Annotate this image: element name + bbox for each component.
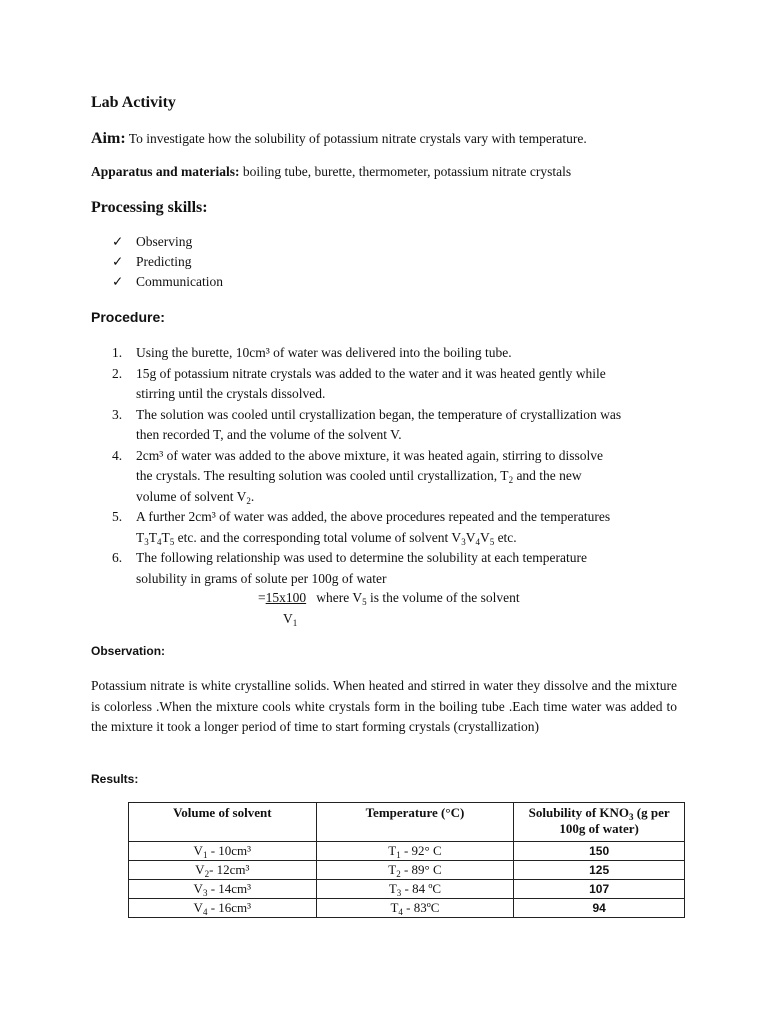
aim-label: Aim: (91, 130, 126, 147)
aim-text: To investigate how the solubility of potassium nitrate crystals vary with temperature. (128, 131, 587, 146)
procedure-list (112, 343, 657, 589)
col-volume-header: Volume of solvent (129, 803, 317, 842)
check-icon: ✓ (112, 274, 124, 289)
list-item: 3. The solution was cooled until crystallization began, the temperature of crystallization was then recorded T, and the volume of the solvent V. (112, 406, 622, 442)
apparatus-label: Apparatus and materials: (91, 164, 240, 179)
list-item: 2. 15g of potassium nitrate crystals was added to the water and it was heated gently while stirring until the crystals dissolved. (112, 365, 606, 401)
table-row: $V_4 - 16cm^3$ $T_4$ - 83ºC 94 (129, 899, 685, 918)
table-header-row (129, 803, 685, 842)
apparatus-text: boiling tube, burette, thermometer, potassium nitrate crystals (242, 164, 572, 179)
list-item: 4. 2cm³ of water was added to the above mixture, it was heated again, stirring to dissolve the crystals. The resulting solution was cooled until crystallization, $T_2$ and the new volume of solvent $V_2$. (112, 447, 604, 506)
results-table (128, 802, 685, 918)
procedure-heading: Procedure: (91, 309, 165, 325)
formula-numerator: 15x100 (265, 590, 307, 605)
list-item: 5. A further 2cm³ of water was added, the above procedures repeated and the temperatures $T_3T_4T_5$ etc. and the corresponding total volume of solvent $V_3V_4V_5$ etc. (112, 509, 611, 547)
results-heading: Results: (91, 772, 139, 786)
page-title: Lab Activity (91, 94, 176, 111)
col-temperature-header: Temperature (°C) (316, 803, 514, 842)
table-row: $V_2-$ 12cm³ $T_2 - 89^\circ$ C 125 (129, 861, 685, 880)
check-icon: ✓ (112, 234, 124, 249)
list-item: ✓ Observing (112, 232, 223, 252)
apparatus-paragraph (91, 164, 571, 180)
skills-heading: Processing skills: (91, 199, 208, 216)
list-item: 1. Using the burette, 10cm³ of water was delivered into the boiling tube. (112, 345, 512, 360)
observation-text: Potassium nitrate is white crystalline solids. When heated and stirred in water they dissolve and the mixture is colorless .When the mixture cools white crystals form in the boiling tube .Each time water was added to the mixture it took a longer period of time to start forming crystals (crystallization) (91, 678, 677, 734)
list-item: ✓ Predicting (112, 252, 223, 272)
skills-list (112, 232, 223, 292)
aim-paragraph (91, 130, 587, 148)
solubility-formula: =15x100 where $V_5$ is the volume of the solvent (258, 590, 520, 607)
observation-heading: Observation: (91, 644, 166, 658)
table-row: $V_3 - 14cm^3$ $T_3 - 84$ ºC 107 (129, 880, 685, 899)
formula-denominator: $V_1$ (283, 611, 298, 628)
table-row: $V_1 - 10cm^3$ $T_1 - 92^\circ$ C 150 (129, 842, 685, 861)
list-item: 6. The following relationship was used to determine the solubility at each temperature solubility in grams of solute per 100g of water (112, 550, 587, 586)
check-icon: ✓ (112, 254, 124, 269)
col-solubility-header: Solubility of $KNO_3$ (g per 100g of water) (514, 803, 685, 842)
list-item: ✓ Communication (112, 272, 223, 292)
